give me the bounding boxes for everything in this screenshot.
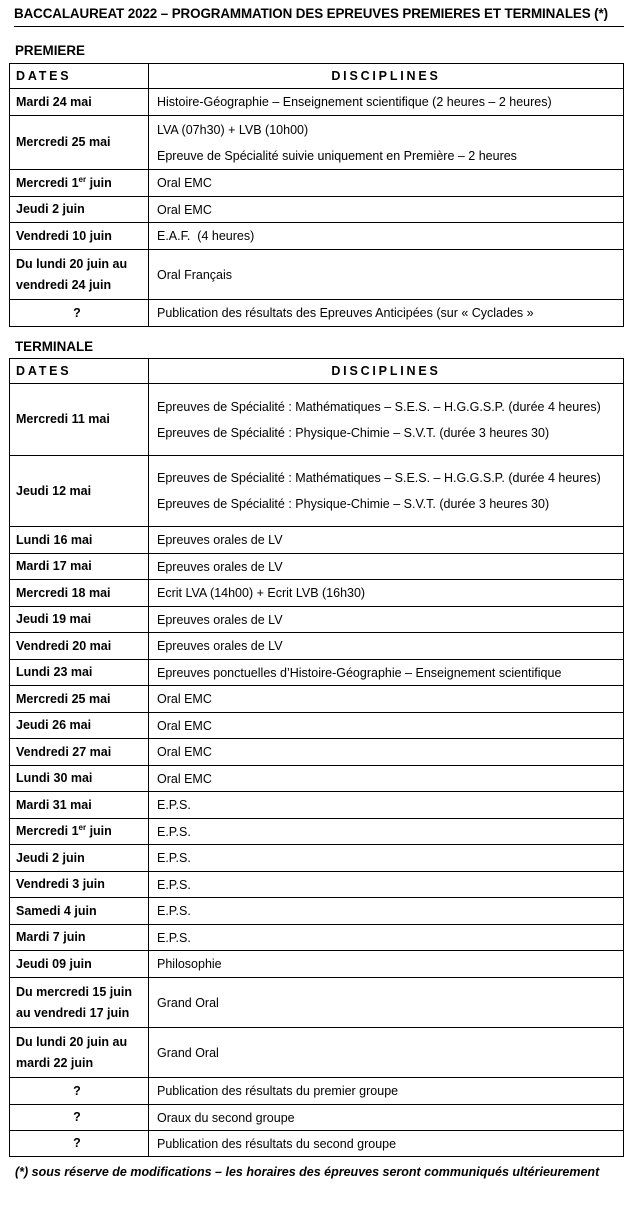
discipline-text: Epreuves de Spécialité : Mathématiques – S.E.S. – H.G.G.S.P. (durée 4 heures) <box>157 399 601 414</box>
table-row <box>10 792 624 819</box>
date-text: Vendredi 27 mai <box>16 744 112 759</box>
date-cell <box>10 170 149 197</box>
discipline-cell <box>149 197 624 223</box>
discipline-cell <box>149 872 624 898</box>
discipline-cell <box>149 1028 624 1078</box>
discipline-text: E.A.F. (4 heures) <box>157 229 255 243</box>
table-row <box>10 951 624 978</box>
discipline-cell <box>149 898 624 925</box>
page-title: BACCALAUREAT 2022 – PROGRAMMATION DES EPREUVES PREMIERES ET TERMINALES (*) <box>14 6 609 21</box>
date-cell <box>10 300 149 327</box>
table-row <box>10 580 624 607</box>
discipline-text: Epreuves de Spécialité : Physique-Chimie – S.V.T. (durée 3 heures 30) <box>157 425 550 440</box>
date-text: Mercredi 18 mai <box>16 585 111 600</box>
discipline-cell <box>149 660 624 686</box>
discipline-text: Epreuves ponctuelles d’Histoire-Géographie – Enseignement scientifique <box>157 665 562 680</box>
discipline-text: Oral EMC <box>157 176 212 190</box>
date-text: Samedi 4 juin <box>16 903 97 918</box>
discipline-text: Oral EMC <box>157 692 212 706</box>
discipline-text: E.P.S. <box>157 798 191 812</box>
section-title-terminale: TERMINALE <box>15 339 94 354</box>
date-cell <box>10 978 149 1028</box>
discipline-cell <box>149 580 624 607</box>
date-text: Jeudi 19 mai <box>16 612 92 626</box>
table-header-row <box>10 64 624 89</box>
date-text: ? <box>73 1136 81 1150</box>
date-text: Lundi 23 mai <box>16 665 93 679</box>
date-text: ? <box>73 1110 81 1124</box>
date-cell <box>10 660 149 686</box>
date-cell <box>10 898 149 925</box>
discipline-cell <box>149 1105 624 1131</box>
table-terminale <box>9 358 624 1157</box>
header-dates: DATES <box>10 64 149 89</box>
discipline-text: Oraux du second groupe <box>157 1110 295 1125</box>
table-row <box>10 300 624 327</box>
table-row <box>10 978 624 1028</box>
discipline-cell <box>149 713 624 739</box>
table-row <box>10 713 624 739</box>
discipline-text: Epreuve de Spécialité suivie uniquement en Première – 2 heures <box>157 148 517 163</box>
discipline-text: E.P.S. <box>157 904 191 918</box>
date-text: Jeudi 2 juin <box>16 202 85 216</box>
date-text: Lundi 30 mai <box>16 771 93 785</box>
table-row <box>10 1105 624 1131</box>
table-row <box>10 925 624 951</box>
date-text: Jeudi 09 juin <box>16 956 92 971</box>
discipline-cell <box>149 89 624 116</box>
table-row <box>10 250 624 300</box>
table-row <box>10 1028 624 1078</box>
date-text: Mardi 24 mai <box>16 94 92 109</box>
discipline-cell <box>149 686 624 713</box>
discipline-text: Grand Oral <box>157 995 219 1010</box>
discipline-cell <box>149 554 624 580</box>
table-row <box>10 739 624 766</box>
footnote: (*) sous réserve de modifications – les horaires des épreuves seront communiqués ultérieurement <box>15 1165 600 1179</box>
date-cell <box>10 792 149 819</box>
date-cell <box>10 197 149 223</box>
header-dates: DATES <box>10 359 149 384</box>
table-row <box>10 197 624 223</box>
table-row <box>10 384 624 456</box>
discipline-cell <box>149 792 624 819</box>
date-ordinal-suffix: er <box>78 174 87 184</box>
section-title-premiere: PREMIERE <box>15 43 85 58</box>
table-row <box>10 89 624 116</box>
discipline-cell <box>149 951 624 978</box>
discipline-cell <box>149 845 624 872</box>
date-ordinal-suffix: er <box>78 822 87 832</box>
date-cell <box>10 845 149 872</box>
date-cell <box>10 1105 149 1131</box>
date-text: juin <box>86 175 112 190</box>
discipline-text: E.P.S. <box>157 851 191 865</box>
table-row <box>10 554 624 580</box>
discipline-text: Epreuves orales de LV <box>157 533 283 547</box>
date-text: Jeudi 2 juin <box>16 850 85 865</box>
date-text: Mardi 17 mai <box>16 559 92 573</box>
date-cell <box>10 1078 149 1105</box>
table-row <box>10 766 624 792</box>
discipline-cell <box>149 766 624 792</box>
table-header-row <box>10 359 624 384</box>
date-text: Mercredi 25 mai <box>16 691 111 706</box>
table-row <box>10 170 624 197</box>
date-text: Vendredi 3 juin <box>16 877 105 891</box>
discipline-text: Ecrit LVA (14h00) + Ecrit LVB (16h30) <box>157 586 366 600</box>
table-row <box>10 898 624 925</box>
discipline-text: Oral Français <box>157 267 233 282</box>
discipline-cell <box>149 527 624 554</box>
date-cell <box>10 819 149 845</box>
table-row <box>10 872 624 898</box>
discipline-text: Epreuves orales de LV <box>157 612 283 627</box>
discipline-text: Epreuves orales de LV <box>157 639 283 653</box>
discipline-cell <box>149 456 624 527</box>
discipline-cell <box>149 633 624 660</box>
date-cell <box>10 89 149 116</box>
table-premiere <box>9 63 624 327</box>
table-row <box>10 456 624 527</box>
discipline-text: Epreuves orales de LV <box>157 559 283 574</box>
table-body-premiere <box>10 89 624 327</box>
date-text: Mardi 7 juin <box>16 930 86 944</box>
discipline-cell <box>149 250 624 300</box>
discipline-text: Histoire-Géographie – Enseignement scientifique (2 heures – 2 heures) <box>157 95 552 109</box>
date-text: Lundi 16 mai <box>16 532 93 547</box>
date-cell <box>10 527 149 554</box>
header-disciplines: DISCIPLINES <box>149 64 624 89</box>
header-disciplines: DISCIPLINES <box>149 359 624 384</box>
table-row <box>10 1131 624 1157</box>
date-cell <box>10 713 149 739</box>
date-text: Mardi 31 mai <box>16 797 92 812</box>
date-cell <box>10 686 149 713</box>
discipline-cell <box>149 1078 624 1105</box>
date-text: Mercredi 1 <box>16 824 79 838</box>
date-cell <box>10 116 149 170</box>
discipline-text: Publication des résultats des Epreuves Anticipées (sur « Cyclades » <box>157 306 534 320</box>
discipline-cell <box>149 300 624 327</box>
date-cell <box>10 872 149 898</box>
discipline-cell <box>149 819 624 845</box>
table-row <box>10 1078 624 1105</box>
discipline-text: Philosophie <box>157 957 222 971</box>
line-gap <box>157 416 617 424</box>
date-text: Vendredi 20 mai <box>16 638 112 653</box>
discipline-cell <box>149 384 624 456</box>
date-cell <box>10 925 149 951</box>
discipline-cell <box>149 170 624 197</box>
discipline-cell <box>149 925 624 951</box>
discipline-text: Oral EMC <box>157 718 212 733</box>
table-row <box>10 607 624 633</box>
date-cell <box>10 554 149 580</box>
date-cell <box>10 250 149 300</box>
discipline-cell <box>149 978 624 1028</box>
discipline-cell <box>149 739 624 766</box>
table-row <box>10 223 624 250</box>
discipline-text: LVA (07h30) + LVB (10h00) <box>157 122 309 137</box>
discipline-text: Epreuves de Spécialité : Mathématiques – S.E.S. – H.G.G.S.P. (durée 4 heures) <box>157 471 601 485</box>
date-text: juin <box>86 824 112 838</box>
date-cell <box>10 1028 149 1078</box>
date-cell <box>10 766 149 792</box>
date-text: Du lundi 20 juin au vendredi 24 juin <box>16 256 128 292</box>
table-row <box>10 686 624 713</box>
date-text: Vendredi 10 juin <box>16 228 112 243</box>
date-text: Jeudi 26 mai <box>16 718 92 732</box>
discipline-cell <box>149 116 624 170</box>
discipline-text: Oral EMC <box>157 771 212 786</box>
line-gap <box>157 139 617 147</box>
discipline-cell <box>149 223 624 250</box>
date-cell <box>10 456 149 527</box>
discipline-cell <box>149 1131 624 1157</box>
discipline-text: Grand Oral <box>157 1045 219 1060</box>
date-cell <box>10 739 149 766</box>
discipline-text: Oral EMC <box>157 202 212 217</box>
discipline-text: Epreuves de Spécialité : Physique-Chimie – S.V.T. (durée 3 heures 30) <box>157 497 550 511</box>
table-row <box>10 660 624 686</box>
date-text: ? <box>73 305 81 320</box>
discipline-text: Publication des résultats du second groupe <box>157 1136 397 1151</box>
table-row <box>10 633 624 660</box>
table-row <box>10 845 624 872</box>
date-text: Mercredi 25 mai <box>16 135 111 149</box>
discipline-text: Publication des résultats du premier groupe <box>157 1084 399 1098</box>
title-underline <box>14 26 624 27</box>
date-text: Jeudi 12 mai <box>16 483 92 498</box>
date-cell <box>10 633 149 660</box>
line-gap <box>157 487 617 495</box>
table-body-terminale <box>10 384 624 1157</box>
date-text: Mercredi 11 mai <box>16 412 110 426</box>
discipline-text: Oral EMC <box>157 745 212 759</box>
date-cell <box>10 1131 149 1157</box>
discipline-text: E.P.S. <box>157 930 191 945</box>
date-cell <box>10 384 149 456</box>
date-text: Du mercredi 15 juin au vendredi 17 juin <box>16 984 133 1020</box>
date-text: Mercredi 1 <box>16 175 79 190</box>
date-text: ? <box>73 1083 81 1098</box>
date-cell <box>10 580 149 607</box>
date-cell <box>10 607 149 633</box>
table-row <box>10 527 624 554</box>
date-text: Du lundi 20 juin au mardi 22 juin <box>16 1034 128 1070</box>
discipline-cell <box>149 607 624 633</box>
discipline-text: E.P.S. <box>157 824 191 839</box>
table-row <box>10 116 624 170</box>
table-row <box>10 819 624 845</box>
date-cell <box>10 223 149 250</box>
discipline-text: E.P.S. <box>157 877 191 892</box>
date-cell <box>10 951 149 978</box>
